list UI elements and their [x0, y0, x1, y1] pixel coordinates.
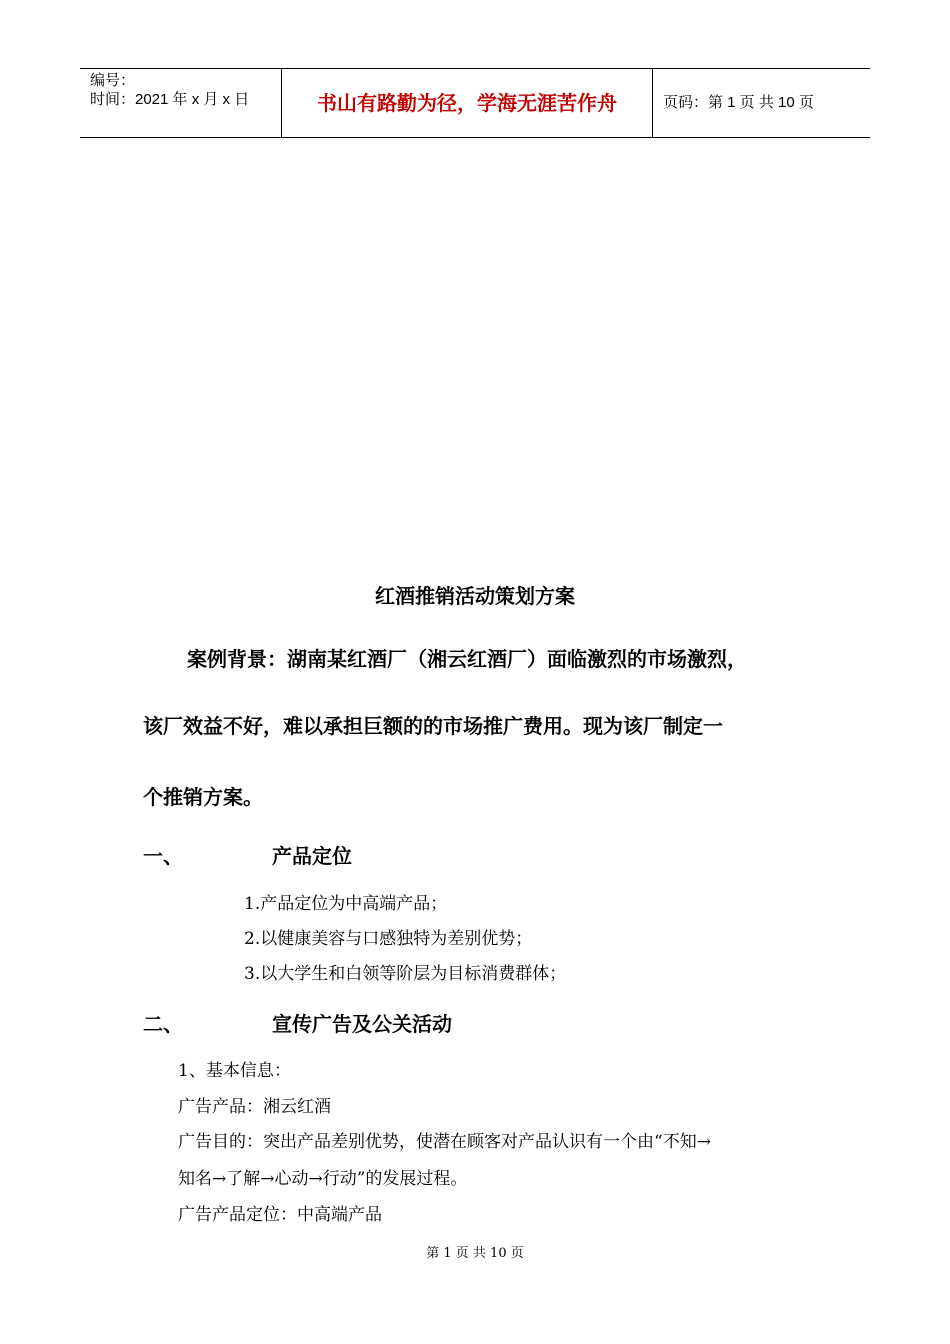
section-number: 二、 [143, 1012, 183, 1036]
document-title: 红酒推销活动策划方案 [375, 584, 575, 608]
background-line-1: 案例背景：湖南某红酒厂（湘云红酒厂）面临激烈的市场激烈， [187, 647, 747, 671]
text-line: 广告目的：突出产品差别优势，使潜在顾客对产品认识有一个由“不知→ [178, 1132, 711, 1152]
list-item: 3.以大学生和白领等阶层为目标消费群体； [244, 964, 567, 984]
list-item: 2.以健康美容与口感独特为差别优势； [244, 929, 533, 949]
header-page-info: 页码：第 1 页 共 10 页 [663, 94, 814, 111]
background-line-3: 个推销方案。 [143, 785, 263, 809]
text-line: 知名→了解→心动→行动”的发展过程。 [178, 1169, 468, 1189]
document-number-label: 编号： [90, 72, 136, 89]
text-line: 广告产品：湘云红酒 [178, 1097, 331, 1117]
text-line: 广告产品定位：中高端产品 [178, 1205, 382, 1225]
header-motto: 书山有路勤为径，学海无涯苦作舟 [282, 69, 653, 137]
list-item: 1.产品定位为中高端产品； [244, 894, 448, 914]
section-title: 产品定位 [272, 844, 352, 868]
section-title: 宣传广告及公关活动 [272, 1012, 452, 1036]
header-info-cell [80, 69, 282, 137]
background-line-2: 该厂效益不好，难以承担巨额的的市场推广费用。现为该厂制定一 [143, 714, 723, 738]
text-line: 1、基本信息： [178, 1061, 291, 1081]
header-table [80, 68, 870, 138]
section-number: 一、 [143, 844, 183, 868]
page-footer: 第 1 页 共 10 页 [426, 1246, 524, 1261]
document-time-label: 时间：2021 年 x 月 x 日 [90, 91, 250, 108]
